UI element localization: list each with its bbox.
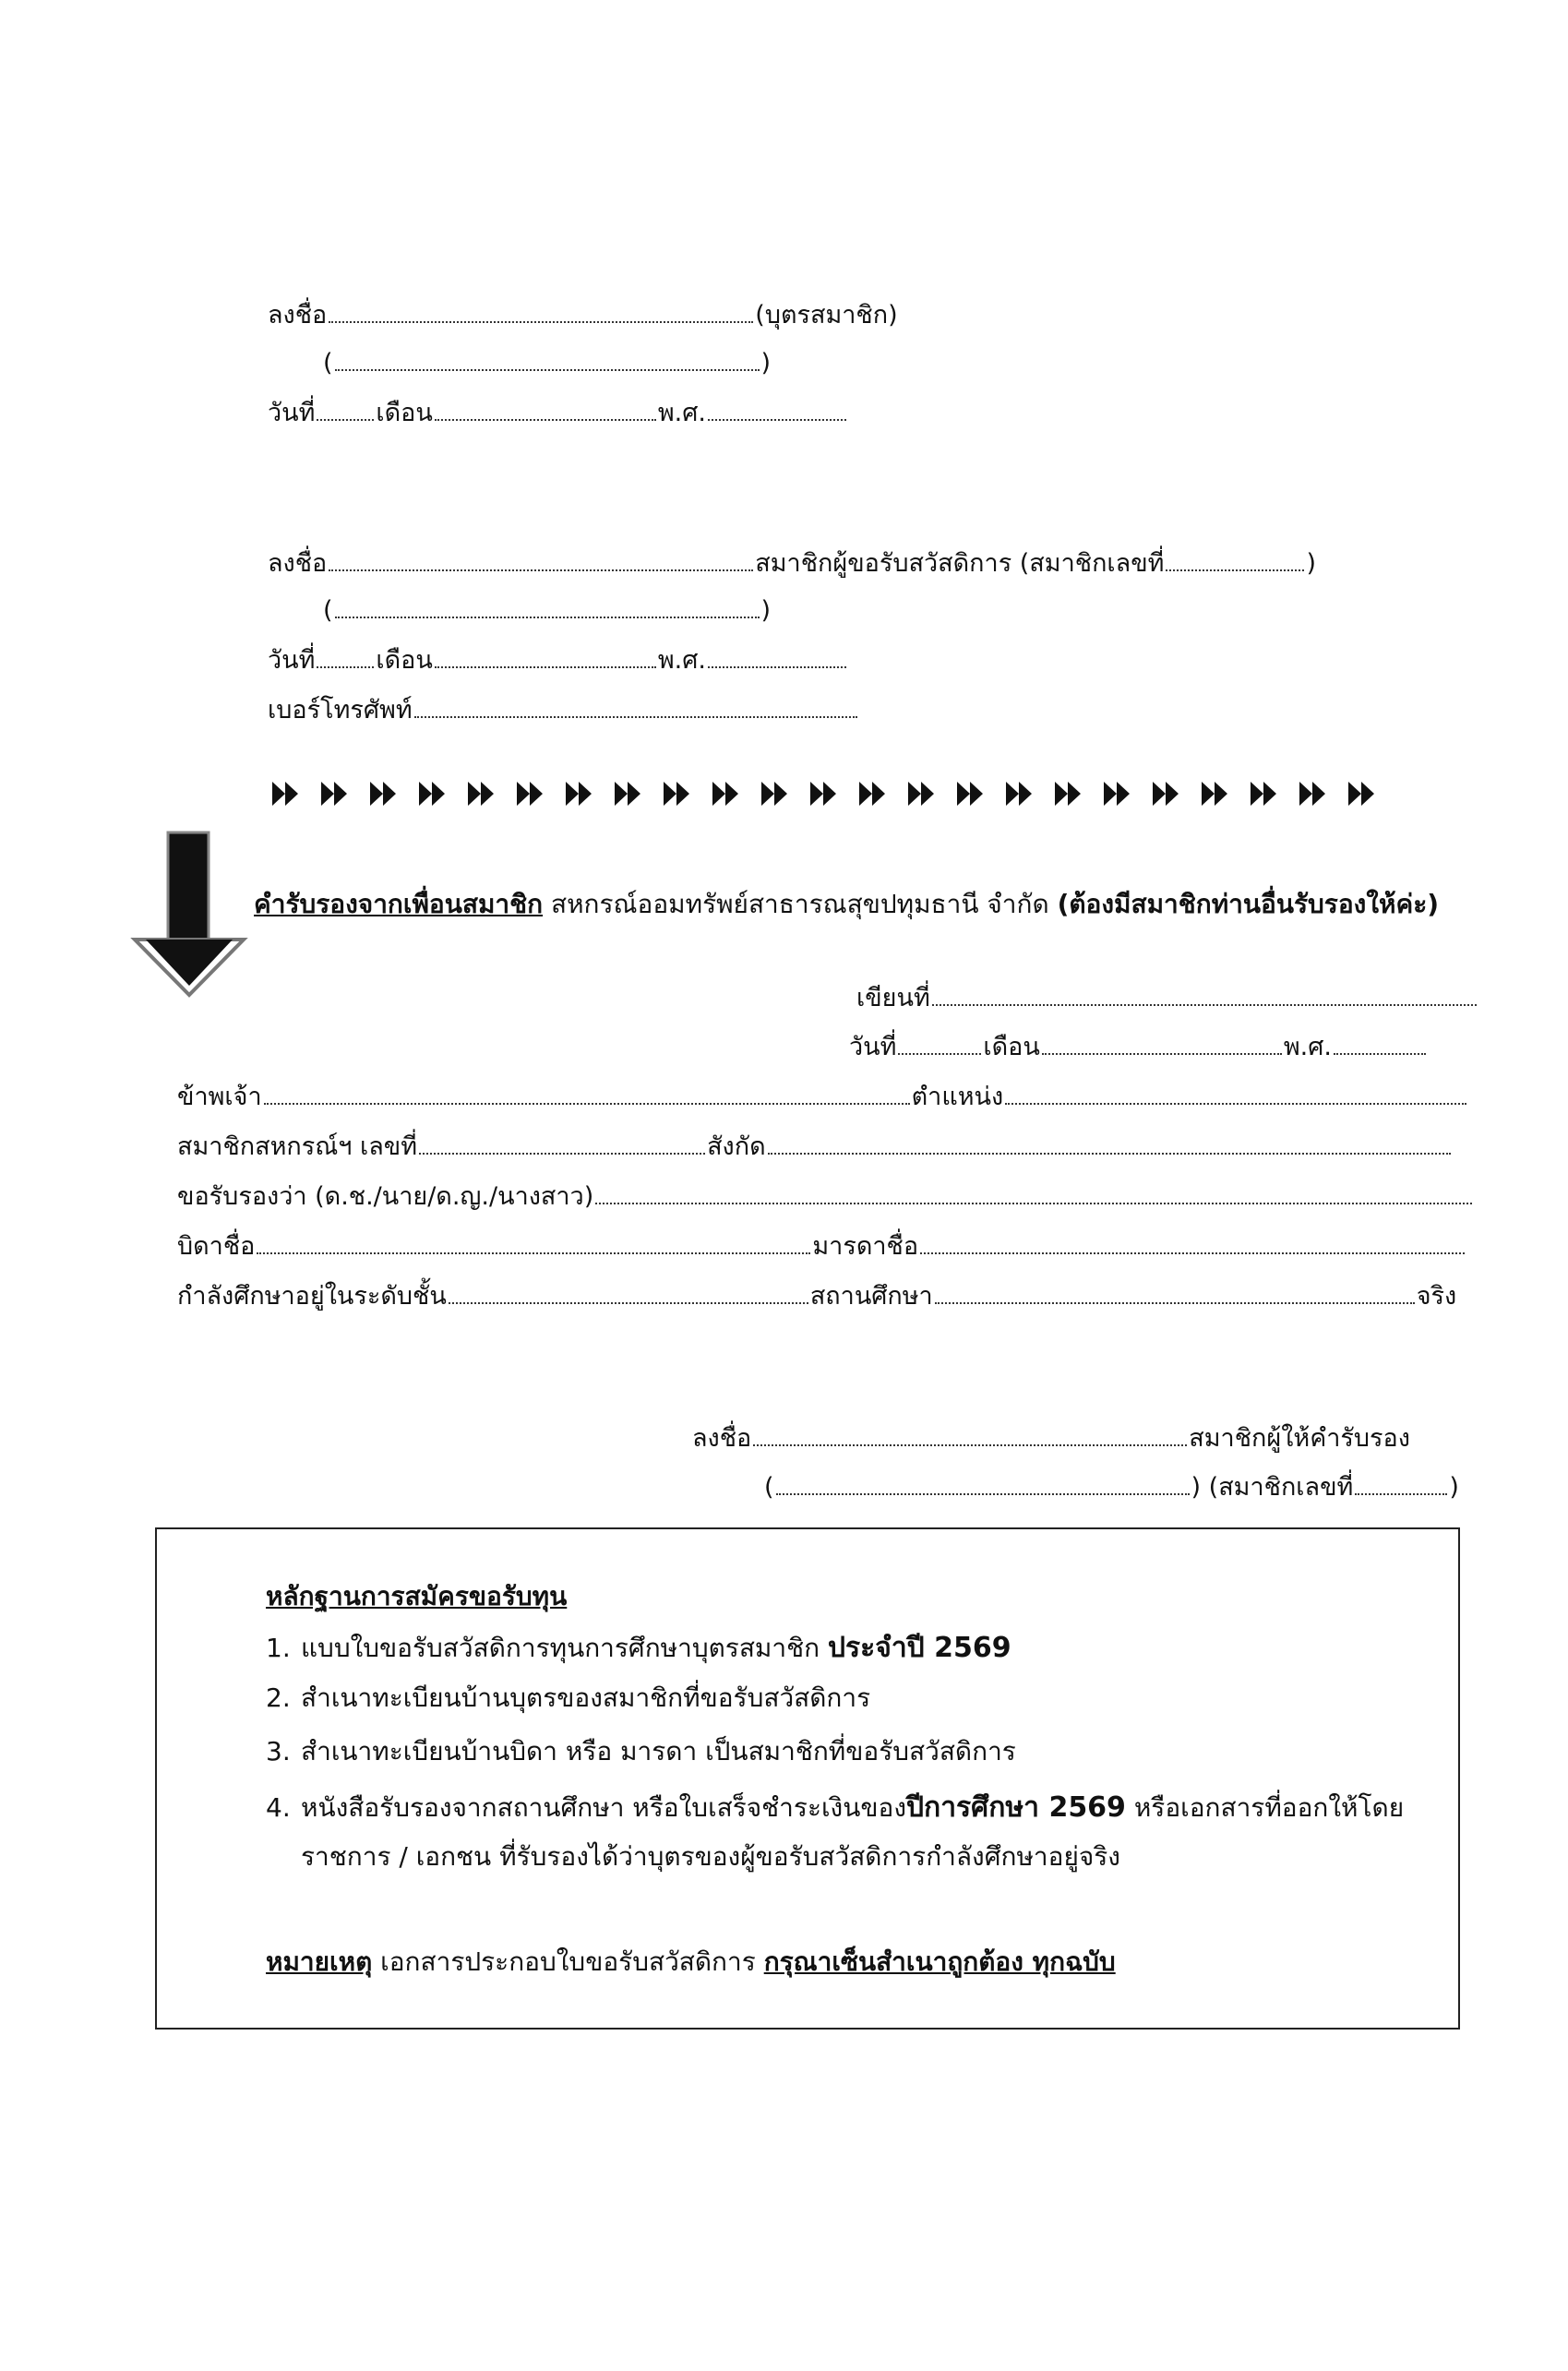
school-field[interactable] <box>935 1302 1415 1304</box>
year-label: พ.ศ. <box>657 399 706 427</box>
down-arrow-icon <box>129 831 249 1001</box>
child-sign-line <box>268 303 898 328</box>
studying-label: กำลังศึกษาอยู่ในระดับชั้น <box>177 1282 447 1311</box>
item-text-line2: ราชการ / เอกชน ที่รับรองได้ว่าบุตรของผู้ขอรับสวัสดิการกำลังศึกษาอยู่จริง <box>301 1841 1120 1872</box>
month-label: เดือน <box>983 1033 1040 1061</box>
month-label: เดือน <box>376 399 433 427</box>
sign-field[interactable] <box>329 569 753 571</box>
item-number: 2. <box>266 1682 291 1713</box>
heading-underlined: คำรับรองจากเพื่อนสมาชิก <box>254 889 544 919</box>
written-at-line <box>856 986 1478 1011</box>
member-no-field[interactable] <box>1355 1493 1447 1495</box>
name-field[interactable] <box>335 369 760 371</box>
year-field[interactable] <box>708 666 846 668</box>
sign-suffix: (บุตรสมาชิก) <box>755 301 898 329</box>
member-phone-line <box>268 698 859 723</box>
written-at-label: เขียนที่ <box>856 984 930 1012</box>
certify-line <box>177 1184 1474 1209</box>
item-number: 4. <box>266 1792 291 1823</box>
truly-label: จริง <box>1416 1282 1457 1311</box>
item-text: สำเนาทะเบียนบ้านบุตรของสมาชิกที่ขอรับสวัสดิการ <box>301 1682 871 1713</box>
paren-close: ) <box>760 349 772 377</box>
endorser-sign-line <box>692 1426 1410 1451</box>
member-sign-line <box>268 551 1316 576</box>
month-label: เดือน <box>376 646 433 675</box>
affiliation-label: สังกัด <box>707 1132 766 1161</box>
member-no-field[interactable] <box>419 1153 705 1155</box>
item-number: 3. <box>266 1736 291 1766</box>
member-name-line <box>323 598 771 623</box>
written-at-field[interactable] <box>932 1004 1477 1006</box>
i-label: ข้าพเจ้า <box>177 1083 262 1111</box>
paren-open: ( <box>323 596 333 625</box>
year-label: พ.ศ. <box>1283 1033 1332 1061</box>
i-line <box>177 1084 1468 1109</box>
child-date-line <box>268 401 848 425</box>
phone-field[interactable] <box>414 716 857 718</box>
certify-label: ขอรับรองว่า (ด.ช./นาย/ด.ญ./นางสาว) <box>177 1182 594 1211</box>
parents-line <box>177 1234 1466 1259</box>
note-line <box>266 1942 1116 1982</box>
date-label: วันที่ <box>268 399 316 427</box>
item-text: หนังสือรับรองจากสถานศึกษา หรือใบเสร็จชำระเงินของ <box>301 1792 906 1823</box>
year-field[interactable] <box>708 419 846 421</box>
father-field[interactable] <box>257 1252 810 1254</box>
position-label: ตำแหน่ง <box>911 1083 1004 1111</box>
note-text: เอกสารประกอบใบขอรับสวัสดิการ <box>380 1946 756 1977</box>
fast-forward-divider <box>272 780 1394 815</box>
endorser-name-line <box>764 1475 1459 1500</box>
school-label: สถานศึกษา <box>809 1282 933 1311</box>
name-field[interactable] <box>264 1103 910 1105</box>
fast-forward-icon <box>272 780 1394 808</box>
level-field[interactable] <box>449 1302 808 1304</box>
phone-label: เบอร์โทรศัพท์ <box>268 696 413 724</box>
sign-label: ลงชื่อ <box>268 549 328 578</box>
item-text: สำเนาทะเบียนบ้านบิดา หรือ มารดา เป็นสมาชิกที่ขอรับสวัสดิการ <box>301 1736 1016 1766</box>
month-field[interactable] <box>1042 1053 1282 1055</box>
year-field[interactable] <box>1334 1053 1426 1055</box>
day-field[interactable] <box>898 1053 981 1055</box>
mother-field[interactable] <box>920 1252 1465 1254</box>
mother-label: มารดาชื่อ <box>812 1232 919 1261</box>
list-item <box>266 1626 1011 1670</box>
certify-name-field[interactable] <box>595 1203 1472 1204</box>
month-field[interactable] <box>435 419 656 421</box>
item-bold: ปีการศึกษา 2569 <box>906 1791 1126 1824</box>
sign-label: ลงชื่อ <box>268 301 328 329</box>
paren-close: ) <box>1306 549 1316 578</box>
year-label: พ.ศ. <box>657 646 706 675</box>
paren-open: ( <box>323 349 333 377</box>
studying-line <box>177 1284 1456 1309</box>
item-bold: ประจำปี 2569 <box>827 1632 1011 1664</box>
evidence-title <box>266 1576 567 1617</box>
item-text: แบบใบขอรับสวัสดิการทุนการศึกษาบุตรสมาชิก <box>301 1633 820 1663</box>
date-label: วันที่ <box>849 1033 897 1061</box>
affiliation-field[interactable] <box>768 1153 1451 1155</box>
member-date-line <box>268 648 848 673</box>
member-no-label: ) (สมาชิกเลขที่ <box>1191 1473 1354 1502</box>
member-no-line <box>177 1134 1453 1159</box>
heading-note: (ต้องมีสมาชิกท่านอื่นรับรองให้ค่ะ) <box>1057 889 1440 919</box>
date-label: วันที่ <box>268 646 316 675</box>
child-name-line <box>323 351 771 376</box>
item-text-after: หรือเอกสารที่ออกให้โดย <box>1125 1792 1405 1823</box>
endorse-date-line <box>849 1035 1428 1060</box>
month-field[interactable] <box>435 666 656 668</box>
position-field[interactable] <box>1005 1103 1466 1105</box>
item-number: 1. <box>266 1633 291 1663</box>
sign-field[interactable] <box>753 1444 1187 1446</box>
paren-close: ) <box>1449 1473 1459 1502</box>
list-item <box>266 1786 1404 1829</box>
paren-close: ) <box>760 596 772 625</box>
member-no-field[interactable] <box>1166 569 1304 571</box>
father-label: บิดาชื่อ <box>177 1232 256 1261</box>
note-emphasis: กรุณาเซ็นสำเนาถูกต้อง ทุกฉบับ <box>763 1946 1116 1977</box>
sign-label: ลงชื่อ <box>692 1424 752 1453</box>
sign-suffix: สมาชิกผู้ให้คำรับรอง <box>1189 1424 1410 1453</box>
name-field[interactable] <box>776 1493 1190 1495</box>
day-field[interactable] <box>317 666 374 668</box>
heading-rest: สหกรณ์ออมทรัพย์สาธารณสุขปทุมธานี จำกัด <box>551 889 1049 919</box>
evidence-title-text: หลักฐานการสมัครขอรับทุน <box>266 1581 568 1611</box>
list-item <box>266 1731 1016 1772</box>
sign-field[interactable] <box>329 321 753 323</box>
member-no-label: สมาชิกสหกรณ์ฯ เลขที่ <box>177 1132 418 1161</box>
day-field[interactable] <box>317 419 374 421</box>
sign-suffix: สมาชิกผู้ขอรับสวัสดิการ (สมาชิกเลขที่ <box>755 549 1165 578</box>
name-field[interactable] <box>335 617 760 618</box>
paren-open: ( <box>764 1473 774 1502</box>
endorsement-heading <box>254 884 1439 925</box>
list-item-continuation <box>301 1837 1120 1877</box>
list-item <box>266 1678 870 1718</box>
note-label: หมายเหตุ <box>266 1946 373 1977</box>
